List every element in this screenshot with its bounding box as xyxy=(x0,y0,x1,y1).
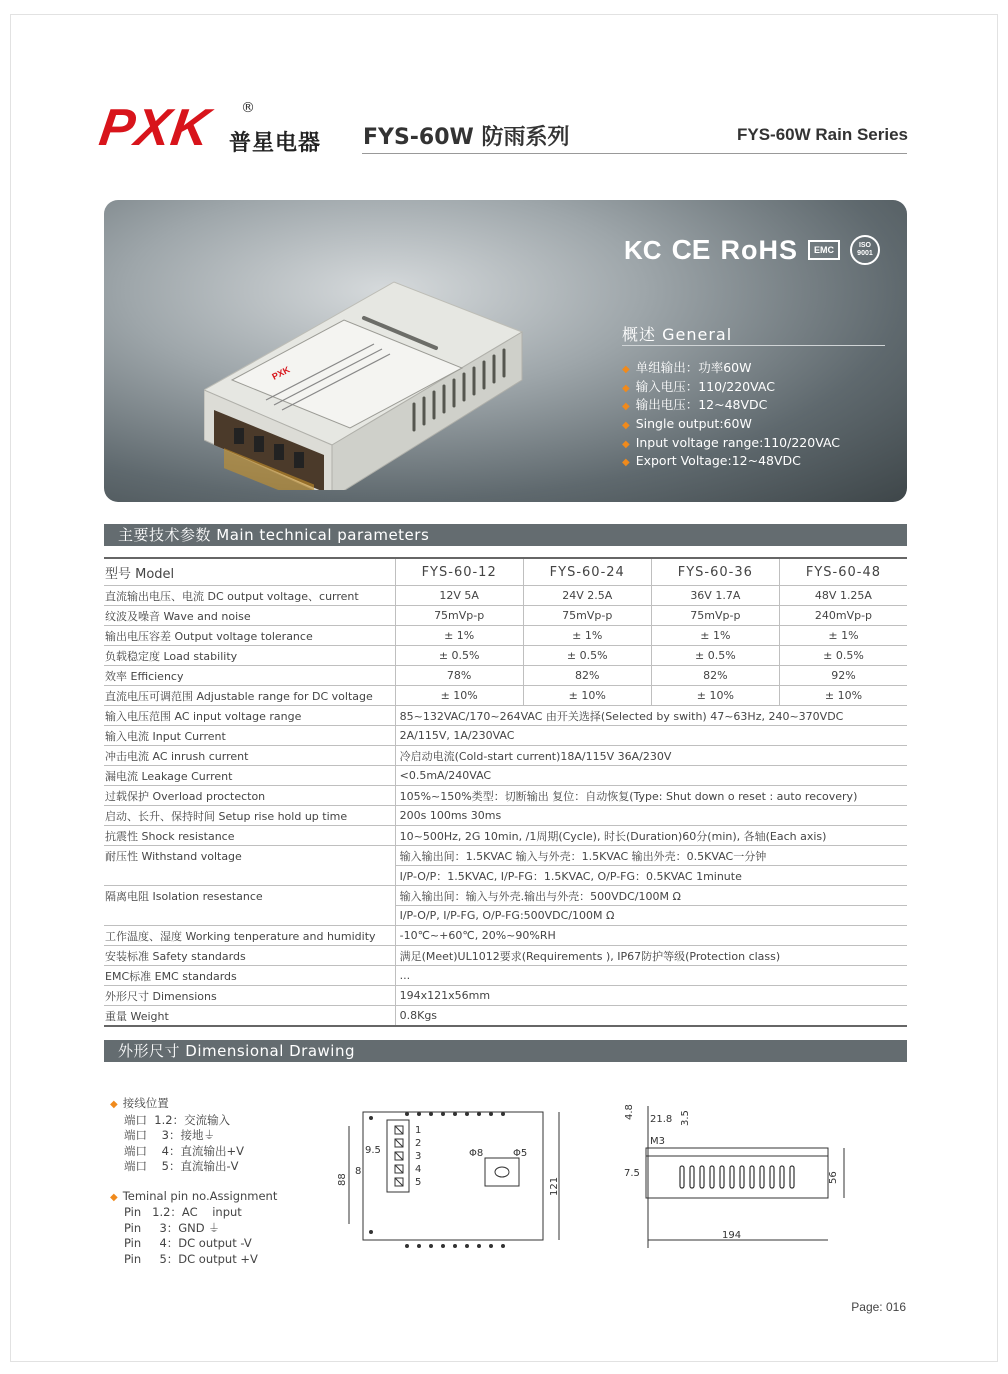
ce-mark-icon: CE xyxy=(671,234,711,265)
table-cell: ± 0.5% xyxy=(651,646,779,666)
registered-mark: ® xyxy=(241,100,255,116)
general-heading: 概述 General xyxy=(622,325,733,344)
table-row xyxy=(104,986,907,1006)
table-cell: 输入输出间：输入与外壳.输出与外壳：500VDC/100M Ω xyxy=(395,886,907,906)
general-item: ◆ 单组输出：功率60W xyxy=(622,360,775,379)
product-image xyxy=(204,240,634,490)
certification-marks xyxy=(624,234,880,266)
pin-row: Pin 3：GND ⏚ xyxy=(124,1220,220,1235)
pin-row: Pin 5：DC output +V xyxy=(124,1251,258,1266)
brand-name-cn: 普星电器 xyxy=(229,131,322,156)
table-cell: 重量 Weight xyxy=(104,1006,395,1027)
table-cell: 安装标准 Safety standards xyxy=(104,946,395,966)
table-cell: FYS-60-48 xyxy=(779,558,907,586)
table-cell: 48V 1.25A xyxy=(779,586,907,606)
dimension-label: M3 xyxy=(650,1136,665,1147)
dimension-label: 7.5 xyxy=(624,1168,640,1179)
pin-row: 端口 5：直流输出-V xyxy=(124,1159,239,1173)
terminal-number: 4 xyxy=(415,1164,422,1175)
table-cell: ± 0.5% xyxy=(779,646,907,666)
table-cell: ± 1% xyxy=(779,626,907,646)
table-cell: 隔离电阻 Isolation resestance xyxy=(105,889,263,903)
terminal-number: 1 xyxy=(415,1125,422,1136)
table-cell: FYS-60-36 xyxy=(651,558,779,586)
dimension-label: 9.5 xyxy=(365,1145,381,1156)
table-cell: 漏电流 Leakage Current xyxy=(104,766,395,786)
dimension-label: 121 xyxy=(549,1176,560,1196)
terminal-number: 2 xyxy=(415,1138,422,1149)
table-cell: 输入电压范围 AC input voltage range xyxy=(104,706,395,726)
kc-mark-icon: KC xyxy=(624,234,662,265)
table-cell: 输入电流 Input Current xyxy=(104,726,395,746)
table-cell: 过载保护 Overload proctecton xyxy=(104,786,395,806)
general-item: ◆ 输入电压：110/220VAC xyxy=(622,379,775,398)
rohs-mark-icon: RoHS xyxy=(720,234,798,265)
table-cell: 效率 Efficiency xyxy=(104,666,395,686)
table-row xyxy=(104,966,907,986)
general-item: ◆ Export Voltage:12~48VDC xyxy=(622,453,840,472)
front-view-drawing xyxy=(335,1098,575,1258)
product-banner xyxy=(104,200,907,502)
dimension-label: Φ5 xyxy=(513,1148,528,1159)
table-cell: I/P-O/P：1.5KVAC, I/P-FG：1.5KVAC, O/P-FG：0.5KVAC 1minute xyxy=(395,866,907,886)
iso-mark-icon: ISO 9001 xyxy=(850,235,880,265)
page-title-cn: FYS-60W 防雨系列 xyxy=(363,125,570,150)
table-cell: 92% xyxy=(779,666,907,686)
table-cell: 冲击电流 AC inrush current xyxy=(104,746,395,766)
page-number: Page: 016 xyxy=(851,1300,906,1314)
table-row xyxy=(104,626,907,646)
emc-mark-icon: EMC xyxy=(808,240,840,260)
table-row xyxy=(104,646,907,666)
table-cell: ± 10% xyxy=(523,686,651,706)
table-cell: 82% xyxy=(523,666,651,686)
pin-assignment xyxy=(110,1096,277,1267)
table-cell xyxy=(104,866,395,886)
table-cell: -10℃~+60℃, 20%~90%RH xyxy=(395,926,907,946)
table-cell: I/P-O/P, I/P-FG, O/P-FG:500VDC/100M Ω xyxy=(395,906,907,926)
table-cell: EMC标准 EMC standards xyxy=(104,966,395,986)
table-cell: <0.5mA/240VAC xyxy=(395,766,907,786)
general-divider xyxy=(622,345,885,346)
table-cell: ± 10% xyxy=(395,686,523,706)
table-cell: 外形尺寸 Dimensions xyxy=(104,986,395,1006)
table-cell: FYS-60-12 xyxy=(395,558,523,586)
dimension-label: Φ8 xyxy=(469,1148,484,1159)
table-cell: 75mVp-p xyxy=(523,606,651,626)
dimension-label: 194 xyxy=(722,1230,742,1241)
dimension-label: 3.5 xyxy=(680,1110,691,1126)
table-cell: 200s 100ms 30ms xyxy=(395,806,907,826)
table-cell: ± 10% xyxy=(779,686,907,706)
table-cell: 82% xyxy=(651,666,779,686)
table-row xyxy=(104,906,907,926)
table-cell: 直流电压可调范围 Adjustable range for DC voltage xyxy=(104,686,395,706)
pin-title-en: ◆ Teminal pin no.Assignment xyxy=(110,1189,277,1206)
table-row xyxy=(104,706,907,726)
table-cell: 10~500Hz, 2G 10min, /1周期(Cycle), 时长(Duration)60分(min), 各轴(Each axis) xyxy=(395,826,907,846)
table-cell: 冷启动电流(Cold-start current)18A/115V 36A/230V xyxy=(395,746,907,766)
brand-logo: PXK xyxy=(95,99,214,157)
table-row xyxy=(104,846,907,866)
table-cell: 75mVp-p xyxy=(395,606,523,626)
table-cell: FYS-60-24 xyxy=(523,558,651,586)
general-item: ◆ Input voltage range:110/220VAC xyxy=(622,435,840,454)
table-cell: 194x121x56mm xyxy=(395,986,907,1006)
table-cell: 耐压性 Withstand voltage xyxy=(105,849,242,863)
table-cell: 型号 Model xyxy=(104,558,395,586)
table-cell: 工作温度、湿度 Working tenperature and humidity xyxy=(104,926,395,946)
table-row xyxy=(104,886,907,906)
table-row xyxy=(104,766,907,786)
side-view-drawing xyxy=(618,1098,848,1258)
table-cell: ± 0.5% xyxy=(395,646,523,666)
table-cell: 78% xyxy=(395,666,523,686)
table-row xyxy=(104,606,907,626)
pin-title-cn: ◆ 接线位置 xyxy=(110,1096,277,1113)
table-row xyxy=(104,866,907,886)
general-list-en xyxy=(622,416,840,472)
dimension-label: 21.8 xyxy=(650,1114,673,1125)
pin-row: 端口 3：接地⏚ xyxy=(124,1128,215,1142)
table-cell: 75mVp-p xyxy=(651,606,779,626)
table-row xyxy=(104,586,907,606)
terminal-number: 5 xyxy=(415,1177,422,1188)
table-row xyxy=(104,786,907,806)
table-cell: 12V 5A xyxy=(395,586,523,606)
product-label-logo: PXK xyxy=(270,364,292,382)
table-cell: 纹波及噪音 Wave and noise xyxy=(104,606,395,626)
table-row xyxy=(104,946,907,966)
pin-row: Pin 1.2：AC input xyxy=(124,1205,242,1219)
table-cell: ± 1% xyxy=(395,626,523,646)
table-cell: 0.8Kgs xyxy=(395,1006,907,1027)
table-cell: 满足(Meet)UL1012要求(Requirements ), IP67防护等级(Protection class) xyxy=(395,946,907,966)
page-title-en: FYS-60W Rain Series xyxy=(736,125,908,144)
table-cell: 负载稳定度 Load stability xyxy=(104,646,395,666)
table-cell: 36V 1.7A xyxy=(651,586,779,606)
general-item: ◆ 输出电压：12~48VDC xyxy=(622,397,775,416)
general-item: ◆ Single output:60W xyxy=(622,416,840,435)
spec-section-title: 主要技术参数 Main technical parameters xyxy=(104,524,907,546)
table-cell: 启动、长升、保持时间 Setup rise hold up time xyxy=(104,806,395,826)
table-row xyxy=(104,806,907,826)
table-row xyxy=(104,726,907,746)
table-cell: 抗震性 Shock resistance xyxy=(104,826,395,846)
table-cell: 直流输出电压、电流 DC output voltage、current xyxy=(104,586,395,606)
dimension-label: 4.8 xyxy=(624,1104,635,1120)
dimension-label: 8 xyxy=(355,1166,362,1177)
terminal-number: 3 xyxy=(415,1151,422,1162)
table-row xyxy=(104,1006,907,1027)
table-header-row xyxy=(104,558,907,586)
pin-row: Pin 4：DC output -V xyxy=(124,1236,252,1250)
table-row xyxy=(104,666,907,686)
spec-table xyxy=(104,557,907,1027)
table-cell: 输出电压容差 Output voltage tolerance xyxy=(104,626,395,646)
table-row xyxy=(104,926,907,946)
general-list-cn xyxy=(622,360,775,416)
table-row xyxy=(104,746,907,766)
title-divider xyxy=(362,153,907,154)
table-cell: 24V 2.5A xyxy=(523,586,651,606)
table-cell: 105%~150%类型：切断输出 复位：自动恢复(Type: Shut down o reset : auto recovery) xyxy=(395,786,907,806)
pin-row: 端口 4：直流输出+V xyxy=(124,1143,244,1158)
table-cell: 240mVp-p xyxy=(779,606,907,626)
table-cell xyxy=(104,906,395,926)
dimension-label: 88 xyxy=(337,1173,348,1186)
table-cell: 85~132VAC/170~264VAC 由开关选择(Selected by swith) 47~63Hz, 240~370VDC xyxy=(395,706,907,726)
table-cell: ... xyxy=(395,966,907,986)
table-cell: ± 1% xyxy=(523,626,651,646)
dimension-section-title: 外形尺寸 Dimensional Drawing xyxy=(104,1040,907,1062)
table-row xyxy=(104,686,907,706)
table-cell: ± 0.5% xyxy=(523,646,651,666)
table-cell: ± 10% xyxy=(651,686,779,706)
table-cell: ± 1% xyxy=(651,626,779,646)
pin-row: 端口 1.2：交流输入 xyxy=(124,1112,231,1127)
table-cell: 输入输出间：1.5KVAC 输入与外壳：1.5KVAC 输出外壳：0.5KVAC一分钟 xyxy=(395,846,907,866)
dimension-label: 56 xyxy=(828,1171,839,1184)
table-row xyxy=(104,826,907,846)
table-cell: 2A/115V, 1A/230VAC xyxy=(395,726,907,746)
